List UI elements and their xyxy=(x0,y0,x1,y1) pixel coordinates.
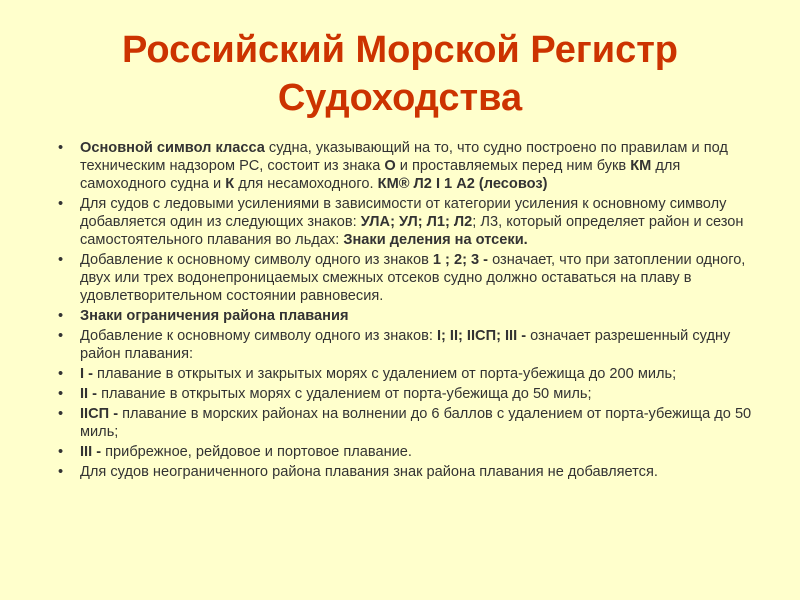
bullet-text-bold: I; II; IIСП; III - xyxy=(436,328,527,344)
bullet-ice-strengthening xyxy=(58,195,758,249)
bullet-text-bold: О xyxy=(384,158,396,174)
bullet-text: судна, указывающий на то, что судно построено по правилам и под техническим надзором РС, состоит из знака xyxy=(80,140,728,174)
bullet-text-bold: КМ xyxy=(630,158,652,174)
bullet-text: означает, что при затоплении одного, двух или трех водонепроницаемых смежных отсеков судно должно оставаться на плаву в удовлетворительном состоянии равновесия. xyxy=(80,252,746,304)
bullet-text: плавание в открытых морях с удалением от порта-убежища до 50 миль; xyxy=(97,386,592,402)
bullet-list xyxy=(58,139,758,483)
bullet-text-bold: К xyxy=(225,176,235,192)
bullet-text-bold: I - xyxy=(80,366,93,382)
bullet-area-ii xyxy=(58,385,758,403)
bullet-area-iisp xyxy=(58,405,758,441)
bullet-text: Добавление к основному символу одного из знаков xyxy=(80,252,433,268)
bullet-text: ; Л3, который определяет район и сезон самостоятельного плавания во льдах: xyxy=(80,214,744,248)
bullet-text: и проставляемых перед ним букв xyxy=(395,158,631,174)
bullet-area-iii xyxy=(58,443,758,461)
bullet-class-symbol xyxy=(58,139,758,193)
bullet-navigation-area-signs xyxy=(58,327,758,363)
bullet-text-bold: УЛА; УЛ; Л1; Л2 xyxy=(360,214,473,230)
bullet-text-bold: Знаки деления на отсеки. xyxy=(343,232,528,248)
bullet-text-bold: КМ® Л2 I 1 А2 (лесовоз) xyxy=(377,176,548,192)
bullet-navigation-area-heading xyxy=(58,307,758,325)
title-line-1: Российский Морской Регистр xyxy=(121,29,679,71)
bullet-text-bold: Основной символ класса xyxy=(80,140,265,156)
bullet-area-i xyxy=(58,365,758,383)
bullet-text: для несамоходного. xyxy=(234,176,378,192)
bullet-text: плавание в морских районах на волнении до 6 баллов с удалением от порта-убежища до 50 миль; xyxy=(80,406,752,440)
bullet-unrestricted-area xyxy=(58,463,758,481)
bullet-text: Добавление к основному символу одного из знаков: xyxy=(80,328,437,344)
bullet-text: Для судов с ледовыми усилениями в зависимости от категории усиления к основному символу добавляется один из следующих знаков: xyxy=(80,196,727,230)
bullet-text: плавание в открытых и закрытых морях с удалением от порта-убежища до 200 миль; xyxy=(92,366,677,382)
bullet-text: Для судов неограниченного района плавания знак района плавания не добавляется. xyxy=(80,464,658,480)
bullet-text: означает разрешенный судну район плавания: xyxy=(80,328,731,362)
bullet-text: для самоходного судна и xyxy=(80,158,681,192)
title-line-2: Судоходства xyxy=(277,77,523,119)
bullet-text: прибрежное, рейдовое и портовое плавание. xyxy=(101,444,412,460)
bullet-compartment-signs xyxy=(58,251,758,305)
bullet-text-bold: II - xyxy=(80,386,98,402)
slide-title xyxy=(0,26,800,122)
bullet-text-bold: IIСП - xyxy=(80,406,119,422)
bullet-text-bold: 1 ; 2; 3 - xyxy=(432,252,489,268)
bullet-text-bold: Знаки ограничения района плавания xyxy=(80,308,349,324)
bullet-text-bold: III - xyxy=(80,444,102,460)
